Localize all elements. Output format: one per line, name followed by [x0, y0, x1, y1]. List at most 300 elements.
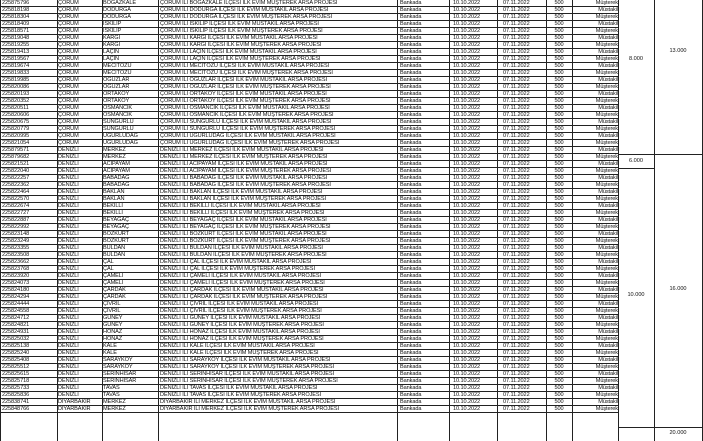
- start-date-cell: 10.10.2022: [453, 14, 480, 20]
- amount-cell: 500: [554, 301, 564, 307]
- district-cell: ÇAL: [103, 259, 114, 265]
- project-name-cell: ÇORUM İLİ KARGI İLÇESİ İLK EVİM MÜSTAKİL ARSA PROJESİ: [160, 35, 318, 41]
- group-divider: [654, 154, 702, 155]
- column-divider: [158, 0, 159, 441]
- table-row: [0, 287, 618, 294]
- district-cell: ACIPAYAM: [103, 168, 130, 174]
- end-date-cell: 07.11.2022: [503, 42, 530, 48]
- start-date-cell: 10.10.2022: [453, 294, 480, 300]
- record-id-cell: 225825138: [2, 343, 30, 349]
- province-cell: DENİZLİ: [58, 364, 79, 370]
- payment-place-cell: Bankada: [400, 308, 422, 314]
- payment-place-cell: Bankada: [400, 133, 422, 139]
- record-id-cell: 225820352: [2, 98, 30, 104]
- start-date-cell: 10.10.2022: [453, 35, 480, 41]
- start-date-cell: 10.10.2022: [453, 196, 480, 202]
- district-cell: OĞUZLAR: [103, 84, 130, 90]
- district-cell: BEYAĞAÇ: [103, 224, 129, 230]
- start-date-cell: 10.10.2022: [453, 343, 480, 349]
- amount-cell: 500: [554, 189, 564, 195]
- province-cell: DENİZLİ: [58, 259, 79, 265]
- district-cell: ÇARDAK: [103, 294, 126, 300]
- table-row: [0, 371, 618, 378]
- record-id-cell: 225822362: [2, 182, 30, 188]
- start-date-cell: 10.10.2022: [453, 371, 480, 377]
- start-date-cell: 10.10.2022: [453, 119, 480, 125]
- district-cell: BULDAN: [103, 245, 126, 251]
- project-name-cell: DENİZLİ İLİ ÇİVRİL İLÇESİ İLK EVİM MÜSTAKİL ARSA PROJESİ: [160, 301, 319, 307]
- start-date-cell: 10.10.2022: [453, 182, 480, 188]
- start-date-cell: 10.10.2022: [453, 7, 480, 13]
- district-cell: HONAZ: [103, 336, 123, 342]
- province-cell: DENİZLİ: [58, 371, 79, 377]
- start-date-cell: 10.10.2022: [453, 49, 480, 55]
- payment-place-cell: Bankada: [400, 245, 422, 251]
- start-date-cell: 10.10.2022: [453, 357, 480, 363]
- payment-place-cell: Bankada: [400, 196, 422, 202]
- amount-cell: 500: [554, 161, 564, 167]
- table-row: [0, 189, 618, 196]
- record-id-cell: 225838741: [2, 399, 30, 405]
- amount-cell: 500: [554, 322, 564, 328]
- record-id-cell: 225879682: [2, 154, 30, 160]
- table-row: [0, 63, 618, 70]
- end-date-cell: 07.11.2022: [503, 350, 530, 356]
- table-row: [0, 210, 618, 217]
- district-cell: TAVAS: [103, 385, 120, 391]
- payment-place-cell: Bankada: [400, 273, 422, 279]
- corum-total: 13.000: [669, 48, 687, 54]
- record-id-cell: 225819413: [2, 49, 30, 55]
- project-name-cell: ÇORUM İLİ DODURGA İLÇESİ İLK EVİM MÜSTAKİL ARSA PROJESİ: [160, 7, 329, 13]
- province-cell: DENİZLİ: [58, 168, 79, 174]
- project-type-cell: Müstakil: [598, 21, 618, 27]
- table-row: [0, 154, 618, 161]
- project-name-cell: ÇORUM İLİ LAÇİN İLÇESİ İLK EVİM MÜŞTEREK ARSA PROJESİ: [160, 56, 321, 62]
- table-row: [0, 378, 618, 385]
- record-id-cell: 225822992: [2, 224, 30, 230]
- record-id-cell: 225824073: [2, 280, 30, 286]
- district-cell: OĞUZLAR: [103, 77, 130, 83]
- start-date-cell: 10.10.2022: [453, 329, 480, 335]
- payment-place-cell: Bankada: [400, 294, 422, 300]
- amount-cell: 500: [554, 231, 564, 237]
- payment-place-cell: Bankada: [400, 259, 422, 265]
- record-id-cell: 225823662: [2, 259, 30, 265]
- record-id-cell: 225818198: [2, 7, 30, 13]
- project-type-cell: Müşterek: [595, 70, 618, 76]
- amount-cell: 500: [554, 35, 564, 41]
- start-date-cell: 10.10.2022: [453, 21, 480, 27]
- province-cell: DENİZLİ: [58, 161, 79, 167]
- end-date-cell: 07.11.2022: [503, 14, 530, 20]
- district-cell: BAKLAN: [103, 196, 125, 202]
- project-name-cell: DENİZLİ İLİ ÇARDAK İLÇESİ İLK EVİM MÜŞTEREK ARSA PROJESİ: [160, 294, 328, 300]
- record-id-cell: 225879571: [2, 147, 30, 153]
- amount-cell: 500: [554, 203, 564, 209]
- table-row: [0, 280, 618, 287]
- district-cell: ÇAL: [103, 266, 114, 272]
- amount-cell: 500: [554, 371, 564, 377]
- end-date-cell: 07.11.2022: [503, 266, 530, 272]
- district-cell: GÜNEY: [103, 322, 123, 328]
- payment-place-cell: Bankada: [400, 287, 422, 293]
- end-date-cell: 07.11.2022: [503, 119, 530, 125]
- project-name-cell: DENİZLİ İLİ GÜNEY İLÇESİ İLK EVİM MÜSTAKİL ARSA PROJESİ: [160, 315, 321, 321]
- project-type-cell: Müşterek: [595, 224, 618, 230]
- amount-cell: 500: [554, 294, 564, 300]
- payment-place-cell: Bankada: [400, 329, 422, 335]
- end-date-cell: 07.11.2022: [503, 0, 530, 6]
- province-cell: ÇORUM: [58, 126, 79, 132]
- project-name-cell: ÇORUM İLİ BOĞAZKALE İLÇESİ İLK EVİM MÜŞTEREK ARSA PROJESİ: [160, 0, 338, 6]
- record-id-cell: 225824444: [2, 301, 30, 307]
- payment-place-cell: Bankada: [400, 378, 422, 384]
- project-type-cell: Müstakil: [598, 357, 618, 363]
- project-name-cell: ÇORUM İLİ SUNGURLU İLÇESİ İLK EVİM MÜŞTEREK ARSA PROJESİ: [160, 126, 335, 132]
- end-date-cell: 07.11.2022: [503, 224, 530, 230]
- amount-cell: 500: [554, 49, 564, 55]
- district-cell: SUNGURLU: [103, 119, 134, 125]
- start-date-cell: 10.10.2022: [453, 224, 480, 230]
- province-cell: ÇORUM: [58, 105, 79, 111]
- amount-cell: 500: [554, 336, 564, 342]
- province-cell: ÇORUM: [58, 70, 79, 76]
- end-date-cell: 07.11.2022: [503, 56, 530, 62]
- project-name-cell: DENİZLİ İLİ BAKLAN İLÇESİ İLK EVİM MÜŞTEREK ARSA PROJESİ: [160, 196, 326, 202]
- district-cell: İSKİLİP: [103, 21, 122, 27]
- table-row: [0, 140, 618, 147]
- record-id-cell: 225823508: [2, 252, 30, 258]
- project-type-cell: Müstakil: [598, 49, 618, 55]
- end-date-cell: 07.11.2022: [503, 182, 530, 188]
- denizli-total: 16.000: [669, 286, 687, 292]
- column-divider: [57, 0, 58, 441]
- record-id-cell: 225823249: [2, 238, 30, 244]
- amount-cell: 500: [554, 0, 564, 6]
- record-id-cell: 225824931: [2, 329, 30, 335]
- province-cell: ÇORUM: [58, 28, 79, 34]
- start-date-cell: 10.10.2022: [453, 133, 480, 139]
- record-id-cell: 225823148: [2, 231, 30, 237]
- project-name-cell: DENİZLİ İLİ BEYAĞAÇ İLÇESİ İLK EVİM MÜSTAKİL ARSA PROJESİ: [160, 217, 327, 223]
- project-name-cell: ÇORUM İLİ MECİTÖZÜ İLÇESİ İLK EVİM MÜSTAKİL ARSA PROJESİ: [160, 63, 330, 69]
- project-type-cell: Müşterek: [595, 266, 618, 272]
- table-row: [0, 343, 618, 350]
- start-date-cell: 10.10.2022: [453, 245, 480, 251]
- project-name-cell: ÇORUM İLİ DODURGA İLÇESİ İLK EVİM MÜŞTEREK ARSA PROJESİ: [160, 14, 332, 20]
- record-id-cell: 225824180: [2, 287, 30, 293]
- end-date-cell: 07.11.2022: [503, 357, 530, 363]
- amount-cell: 500: [554, 63, 564, 69]
- project-name-cell: ÇORUM İLİ OĞUZLAR İLÇESİ İLK EVİM MÜŞTEREK ARSA PROJESİ: [160, 84, 331, 90]
- end-date-cell: 07.11.2022: [503, 392, 530, 398]
- district-cell: MECİTÖZÜ: [103, 63, 132, 69]
- district-cell: ORTAKÖY: [103, 98, 130, 104]
- end-date-cell: 07.11.2022: [503, 364, 530, 370]
- end-date-cell: 07.11.2022: [503, 308, 530, 314]
- district-cell: UĞURLUDAĞ: [103, 133, 138, 139]
- project-type-cell: Müşterek: [595, 294, 618, 300]
- project-name-cell: ÇORUM İLİ UĞURLUDAĞ İLÇESİ İLK EVİM MÜSTAKİL ARSA PROJESİ: [160, 133, 336, 139]
- record-id-cell: 225875796: [2, 0, 30, 6]
- project-type-cell: Müstakil: [598, 7, 618, 13]
- project-type-cell: Müşterek: [595, 42, 618, 48]
- end-date-cell: 07.11.2022: [503, 112, 530, 118]
- payment-place-cell: Bankada: [400, 119, 422, 125]
- district-cell: KALE: [103, 343, 117, 349]
- record-id-cell: 225822464: [2, 189, 30, 195]
- project-name-cell: ÇORUM İLİ KARGI İLÇESİ İLK EVİM MÜŞTEREK ARSA PROJESİ: [160, 42, 322, 48]
- table-row: [0, 0, 618, 7]
- end-date-cell: 07.11.2022: [503, 406, 530, 412]
- start-date-cell: 10.10.2022: [453, 203, 480, 209]
- province-cell: DİYARBAKIR: [58, 406, 91, 412]
- payment-place-cell: Bankada: [400, 385, 422, 391]
- start-date-cell: 10.10.2022: [453, 210, 480, 216]
- project-type-cell: Müşterek: [595, 112, 618, 118]
- project-name-cell: DENİZLİ İLİ BABADAĞ İLÇESİ İLK EVİM MÜSTAKİL ARSA PROJESİ: [160, 175, 328, 181]
- table-row: [0, 385, 618, 392]
- start-date-cell: 10.10.2022: [453, 189, 480, 195]
- end-date-cell: 07.11.2022: [503, 168, 530, 174]
- payment-place-cell: Bankada: [400, 140, 422, 146]
- table-row: [0, 126, 618, 133]
- province-cell: ÇORUM: [58, 77, 79, 83]
- payment-place-cell: Bankada: [400, 189, 422, 195]
- project-type-cell: Müstakil: [598, 77, 618, 83]
- project-type-cell: Müstakil: [598, 105, 618, 111]
- district-cell: KARGI: [103, 35, 120, 41]
- table-row: [0, 364, 618, 371]
- project-name-cell: DENİZLİ İLİ ÇARDAK İLÇESİ İLK EVİM MÜSTAKİL ARSA PROJESİ: [160, 287, 324, 293]
- table-row: [0, 42, 618, 49]
- project-type-cell: Müşterek: [595, 196, 618, 202]
- start-date-cell: 10.10.2022: [453, 63, 480, 69]
- project-name-cell: DENİZLİ İLİ ACIPAYAM İLÇESİ İLK EVİM MÜSTAKİL ARSA PROJESİ: [160, 161, 328, 167]
- amount-cell: 500: [554, 91, 564, 97]
- province-cell: DENİZLİ: [58, 294, 79, 300]
- amount-cell: 500: [554, 28, 564, 34]
- start-date-cell: 10.10.2022: [453, 168, 480, 174]
- start-date-cell: 10.10.2022: [453, 259, 480, 265]
- payment-place-cell: Bankada: [400, 343, 422, 349]
- project-type-cell: Müşterek: [595, 56, 618, 62]
- table-row: [0, 21, 618, 28]
- province-cell: DENİZLİ: [58, 392, 79, 398]
- amount-cell: 500: [554, 273, 564, 279]
- province-cell: DENİZLİ: [58, 287, 79, 293]
- district-cell: ACIPAYAM: [103, 161, 130, 167]
- amount-cell: 500: [554, 385, 564, 391]
- project-name-cell: DENİZLİ İLİ BOZKURT İLÇESİ İLK EVİM MÜŞTEREK ARSA PROJESİ: [160, 238, 331, 244]
- table-row: [0, 7, 618, 14]
- record-id-cell: 225819674: [2, 63, 30, 69]
- table-row: [0, 112, 618, 119]
- record-id-cell: 225825512: [2, 364, 30, 370]
- district-cell: DODURGA: [103, 14, 131, 20]
- group-divider: [618, 168, 654, 169]
- start-date-cell: 10.10.2022: [453, 105, 480, 111]
- district-cell: ÇARDAK: [103, 287, 126, 293]
- start-date-cell: 10.10.2022: [453, 399, 480, 405]
- project-name-cell: DENİZLİ İLİ BULDAN İLÇESİ İLK EVİM MÜŞTEREK ARSA PROJESİ: [160, 252, 327, 258]
- district-cell: HONAZ: [103, 329, 123, 335]
- province-cell: ÇORUM: [58, 7, 79, 13]
- project-type-cell: Müşterek: [595, 252, 618, 258]
- end-date-cell: 07.11.2022: [503, 273, 530, 279]
- amount-cell: 500: [554, 77, 564, 83]
- project-type-cell: Müşterek: [595, 392, 618, 398]
- end-date-cell: 07.11.2022: [503, 322, 530, 328]
- project-name-cell: DENİZLİ İLİ SARAYKÖY İLÇESİ İLK EVİM MÜSTAKİL ARSA PROJESİ: [160, 357, 331, 363]
- record-id-cell: 225819567: [2, 56, 30, 62]
- end-date-cell: 07.11.2022: [503, 161, 530, 167]
- project-type-cell: Müşterek: [595, 322, 618, 328]
- project-type-cell: Müstakil: [598, 273, 618, 279]
- record-id-cell: 225822887: [2, 217, 30, 223]
- record-id-cell: 225821054: [2, 140, 30, 146]
- end-date-cell: 07.11.2022: [503, 154, 530, 160]
- end-date-cell: 07.11.2022: [503, 84, 530, 90]
- table-row: [0, 70, 618, 77]
- project-name-cell: DENİZLİ İLİ SERİNHİSAR İLÇESİ İLK EVİM MÜŞTEREK ARSA PROJESİ: [160, 378, 338, 384]
- project-name-cell: DENİZLİ İLİ ÇAL İLÇESİ İLK EVİM MÜŞTEREK ARSA PROJESİ: [160, 266, 315, 272]
- province-cell: DENİZLİ: [58, 301, 79, 307]
- start-date-cell: 10.10.2022: [453, 252, 480, 258]
- start-date-cell: 10.10.2022: [453, 84, 480, 90]
- payment-place-cell: Bankada: [400, 154, 422, 160]
- payment-place-cell: Bankada: [400, 280, 422, 286]
- project-name-cell: ÇORUM İLİ OSMANCIK İLÇESİ İLK EVİM MÜSTAKİL ARSA PROJESİ: [160, 105, 330, 111]
- province-cell: DENİZLİ: [58, 252, 79, 258]
- end-date-cell: 07.11.2022: [503, 245, 530, 251]
- payment-place-cell: Bankada: [400, 210, 422, 216]
- record-id-cell: 225824558: [2, 308, 30, 314]
- amount-cell: 500: [554, 308, 564, 314]
- end-date-cell: 07.11.2022: [503, 196, 530, 202]
- start-date-cell: 10.10.2022: [453, 112, 480, 118]
- denizli-subtotal-1: 6.000: [629, 158, 643, 164]
- start-date-cell: 10.10.2022: [453, 161, 480, 167]
- start-date-cell: 10.10.2022: [453, 238, 480, 244]
- column-divider: [497, 0, 498, 441]
- start-date-cell: 10.10.2022: [453, 406, 480, 412]
- end-date-cell: 07.11.2022: [503, 385, 530, 391]
- amount-cell: 500: [554, 224, 564, 230]
- table-row: [0, 28, 618, 35]
- project-type-cell: Müstakil: [598, 287, 618, 293]
- project-type-cell: Müstakil: [598, 119, 618, 125]
- province-cell: DENİZLİ: [58, 308, 79, 314]
- end-date-cell: 07.11.2022: [503, 147, 530, 153]
- province-cell: DENİZLİ: [58, 210, 79, 216]
- group-divider: [618, 154, 654, 155]
- record-id-cell: 225825836: [2, 392, 30, 398]
- start-date-cell: 10.10.2022: [453, 42, 480, 48]
- end-date-cell: 07.11.2022: [503, 287, 530, 293]
- end-date-cell: 07.11.2022: [503, 371, 530, 377]
- province-cell: DENİZLİ: [58, 273, 79, 279]
- start-date-cell: 10.10.2022: [453, 56, 480, 62]
- end-date-cell: 07.11.2022: [503, 126, 530, 132]
- table-row: [0, 35, 618, 42]
- amount-cell: 500: [554, 7, 564, 13]
- table-row: [0, 329, 618, 336]
- district-cell: LAÇİN: [103, 56, 119, 62]
- province-cell: DENİZLİ: [58, 175, 79, 181]
- end-date-cell: 07.11.2022: [503, 210, 530, 216]
- start-date-cell: 10.10.2022: [453, 287, 480, 293]
- amount-cell: 500: [554, 84, 564, 90]
- project-type-cell: Müstakil: [598, 175, 618, 181]
- amount-cell: 500: [554, 343, 564, 349]
- province-cell: DENİZLİ: [58, 231, 79, 237]
- amount-cell: 500: [554, 105, 564, 111]
- province-cell: ÇORUM: [58, 0, 79, 6]
- payment-place-cell: Bankada: [400, 105, 422, 111]
- district-cell: SERİNHİSAR: [103, 371, 137, 377]
- payment-place-cell: Bankada: [400, 231, 422, 237]
- payment-place-cell: Bankada: [400, 0, 422, 6]
- province-cell: DENİZLİ: [58, 329, 79, 335]
- project-type-cell: Müstakil: [598, 203, 618, 209]
- record-id-cell: 225825240: [2, 350, 30, 356]
- payment-place-cell: Bankada: [400, 399, 422, 405]
- record-id-cell: 225825718: [2, 378, 30, 384]
- table-row: [0, 56, 618, 63]
- payment-place-cell: Bankada: [400, 147, 422, 153]
- district-cell: OSMANCIK: [103, 112, 133, 118]
- district-cell: LAÇİN: [103, 49, 119, 55]
- district-cell: MERKEZ: [103, 399, 126, 405]
- province-cell: ÇORUM: [58, 63, 79, 69]
- column-divider: [449, 0, 450, 441]
- project-type-cell: Müstakil: [598, 315, 618, 321]
- project-name-cell: DENİZLİ İLİ TAVAS İLÇESİ İLK EVİM MÜŞTEREK ARSA PROJESİ: [160, 392, 322, 398]
- payment-place-cell: Bankada: [400, 28, 422, 34]
- district-cell: MERKEZ: [103, 154, 126, 160]
- amount-cell: 500: [554, 133, 564, 139]
- project-name-cell: DENİZLİ İLİ ÇAL İLÇESİ İLK EVİM MÜSTAKİL ARSA PROJESİ: [160, 259, 312, 265]
- province-cell: ÇORUM: [58, 91, 79, 97]
- start-date-cell: 10.10.2022: [453, 280, 480, 286]
- table-row: [0, 406, 618, 413]
- record-id-cell: 225819048: [2, 35, 30, 41]
- end-date-cell: 07.11.2022: [503, 140, 530, 146]
- record-id-cell: 225821521: [2, 161, 30, 167]
- payment-place-cell: Bankada: [400, 77, 422, 83]
- record-id-cell: 225848766: [2, 406, 30, 412]
- start-date-cell: 10.10.2022: [453, 385, 480, 391]
- start-date-cell: 10.10.2022: [453, 140, 480, 146]
- record-id-cell: 225823768: [2, 266, 30, 272]
- record-id-cell: 225820779: [2, 126, 30, 132]
- end-date-cell: 07.11.2022: [503, 189, 530, 195]
- project-type-cell: Müşterek: [595, 98, 618, 104]
- project-name-cell: DENİZLİ İLİ KALE İLÇESİ İLK EVİM MÜSTAKİL ARSA PROJESİ: [160, 343, 315, 349]
- project-name-cell: DENİZLİ İLİ TAVAS İLÇESİ İLK EVİM MÜSTAKİL ARSA PROJESİ: [160, 385, 318, 391]
- end-date-cell: 07.11.2022: [503, 336, 530, 342]
- payment-place-cell: Bankada: [400, 252, 422, 258]
- end-date-cell: 07.11.2022: [503, 294, 530, 300]
- project-name-cell: ÇORUM İLİ UĞURLUDAĞ İLÇESİ İLK EVİM MÜŞTEREK ARSA PROJESİ: [160, 140, 340, 146]
- district-cell: MERKEZ: [103, 147, 126, 153]
- project-name-cell: DENİZLİ İLİ SARAYKÖY İLÇESİ İLK EVİM MÜŞTEREK ARSA PROJESİ: [160, 364, 334, 370]
- record-id-cell: 225823920: [2, 273, 30, 279]
- project-type-cell: Müstakil: [598, 259, 618, 265]
- payment-place-cell: Bankada: [400, 168, 422, 174]
